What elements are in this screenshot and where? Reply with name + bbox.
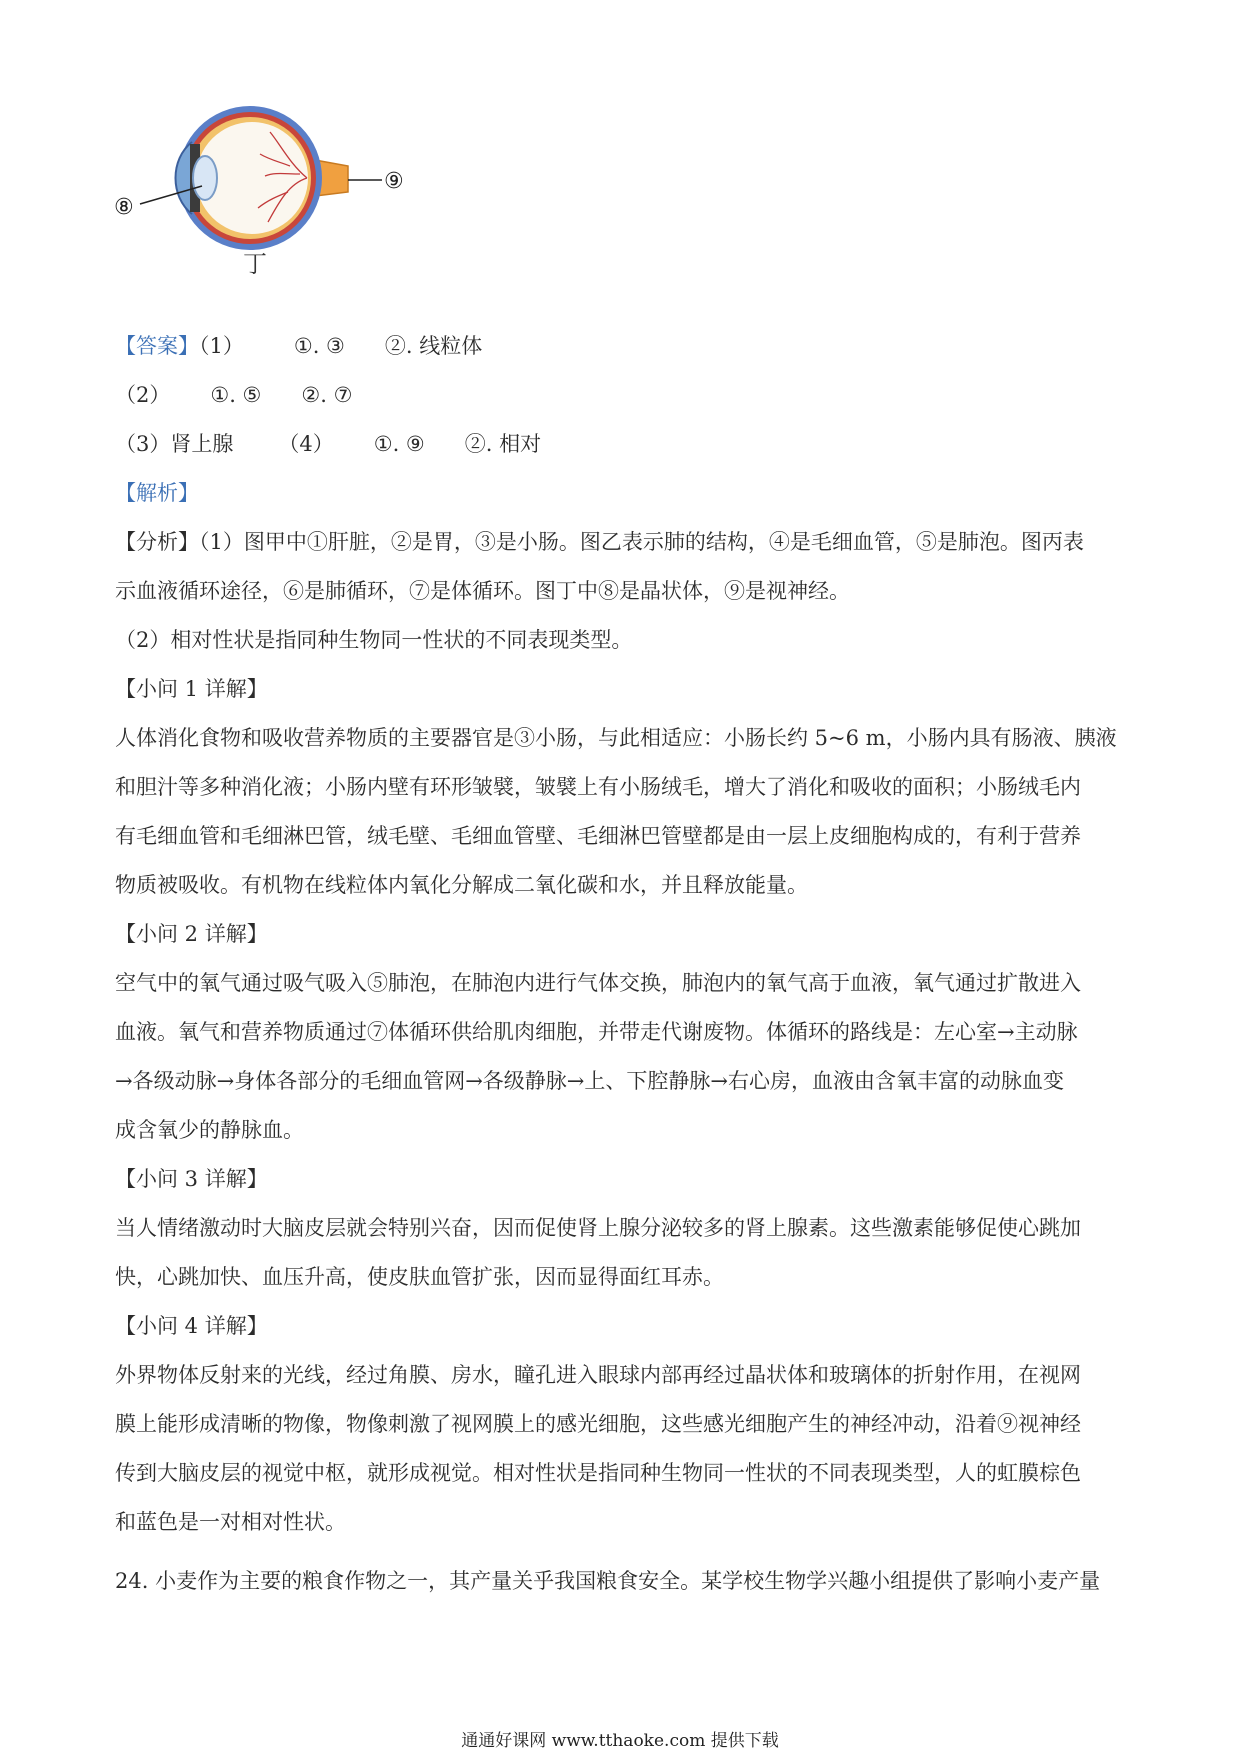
answer-4-num: （4）: [278, 432, 334, 456]
body-line: 示血液循环途径，⑥是肺循环，⑦是体循环。图丁中⑧是晶状体，⑨是视神经。: [115, 579, 850, 603]
analysis-tag: 【解析】: [115, 481, 199, 505]
footer-credit: 通通好课网 www.tthaoke.com 提供下载: [461, 1731, 779, 1751]
body-line: 物质被吸收。有机物在线粒体内氧化分解成二氧化碳和水，并且释放能量。: [115, 873, 808, 897]
section-heading: 【小问 2 详解】: [115, 922, 268, 946]
body-line: 当人情绪激动时大脑皮层就会特别兴奋，因而促使肾上腺分泌较多的肾上腺素。这些激素能够促使心跳加: [115, 1216, 1081, 1240]
body-line: （2）相对性状是指同种生物同一性状的不同表现类型。: [115, 628, 633, 652]
body-line: 和胆汁等多种消化液；小肠内壁有环形皱襞，皱襞上有小肠绒毛，增大了消化和吸收的面积；小肠绒毛内: [115, 775, 1081, 799]
body-line: 快，心跳加快、血压升高，使皮肤血管扩张，因而显得面红耳赤。: [115, 1265, 724, 1289]
answer-line-2: [115, 380, 352, 410]
answer-2-a: ①. ⑤: [210, 383, 262, 407]
label-8: ⑧: [114, 195, 134, 220]
body-line: 膜上能形成清晰的物像，物像刺激了视网膜上的感光细胞，这些感光细胞产生的神经冲动，沿着⑨视神经: [115, 1412, 1081, 1436]
body-line: 血液。氧气和营养物质通过⑦体循环供给肌肉细胞，并带走代谢废物。体循环的路线是：左心室→主动脉: [115, 1020, 1078, 1044]
answer-line-1: [115, 331, 482, 361]
answer-1-a: ①. ③: [293, 334, 345, 358]
body-line: 传到大脑皮层的视觉中枢，就形成视觉。相对性状是指同种生物同一性状的不同表现类型，人的虹膜棕色: [115, 1461, 1081, 1485]
answer-2-num: （2）: [115, 383, 171, 407]
body-line: 和蓝色是一对相对性状。: [115, 1510, 346, 1534]
section-heading: 【小问 3 详解】: [115, 1167, 268, 1191]
answer-1-b: ②. 线粒体: [384, 334, 483, 358]
answer-4-a: ①. ⑨: [373, 432, 425, 456]
answer-4-b: ②. 相对: [464, 432, 542, 456]
answer-line-3: [115, 429, 541, 459]
label-9: ⑨: [384, 169, 404, 194]
answer-tag: 【答案】: [115, 334, 199, 358]
body-line: 【分析】（1）图甲中①肝脏，②是胃，③是小肠。图乙表示肺的结构，④是毛细血管，⑤是肺泡。图丙表: [115, 530, 1084, 554]
body-line: 有毛细血管和毛细淋巴管，绒毛壁、毛细血管壁、毛细淋巴管壁都是由一层上皮细胞构成的，有利于营养: [115, 824, 1081, 848]
body-line: 人体消化食物和吸收营养物质的主要器官是③小肠，与此相适应：小肠长约 5~6 m，小肠内具有肠液、胰液: [115, 726, 1117, 750]
body-line: 外界物体反射来的光线，经过角膜、房水，瞳孔进入眼球内部再经过晶状体和玻璃体的折射作用，在视网: [115, 1363, 1081, 1387]
body-line: 空气中的氧气通过吸气吸入⑤肺泡，在肺泡内进行气体交换，肺泡内的氧气高于血液，氧气通过扩散进入: [115, 971, 1081, 995]
section-heading: 【小问 4 详解】: [115, 1314, 268, 1338]
question-24: 24. 小麦作为主要的粮食作物之一，其产量关乎我国粮食安全。某学校生物学兴趣小组提供了影响小麦产量: [115, 1569, 1101, 1593]
answer-3: （3）肾上腺: [115, 432, 234, 456]
figure-caption: 丁: [243, 250, 267, 278]
answer-1-num: （1）: [199, 334, 244, 358]
section-heading: 【小问 1 详解】: [115, 677, 268, 701]
answer-2-b: ②. ⑦: [301, 383, 353, 407]
body-line: →各级动脉→身体各部分的毛细血管网→各级静脉→上、下腔静脉→右心房，血液由含氧丰富的动脉血变: [115, 1069, 1064, 1093]
body-line: 成含氧少的静脉血。: [115, 1118, 304, 1142]
